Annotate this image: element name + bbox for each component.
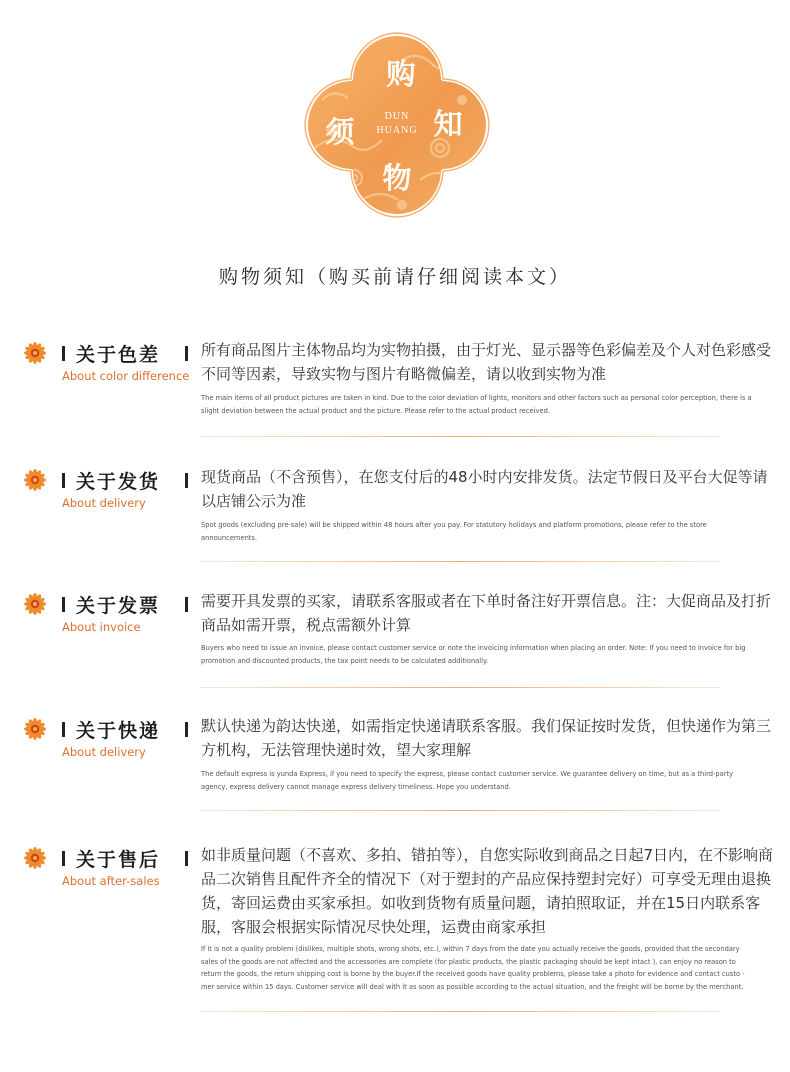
flower-icon: [24, 847, 46, 869]
logo-center-line1: DUN: [384, 111, 410, 122]
heading-bar-right: [185, 473, 188, 488]
section-subtitle: About color difference: [62, 369, 190, 383]
flower-icon: [24, 593, 46, 615]
section-body-en: If it is not a quality problem (dislikes, multiple shots, wrong shots, etc.), within 7 days from the date you actually receive the goods, provided that the secondary sales of the goods are not affected and the accessories are complete (for plastic products, the plastic packaging should be kept intact ), can enjoy no reason to return the goods, the return shipping cost is borne by the buyer.If the received goods have quality problems, please take a photo for evidence and contact custo -mer service within 15 days. Customer service will deal with it as soon as possible according to the actual situation, and the freight will be borne by the merchant.: [201, 945, 745, 991]
section-body-cn: 需要开具发票的买家，请联系客服或者在下单时备注好开票信息。注：大促商品及打折商品如需开票，税点需额外计算: [201, 592, 772, 634]
section-heading: 关于色差: [76, 344, 161, 366]
heading-bar-right: [185, 722, 188, 737]
flower-icon: [24, 469, 46, 491]
heading-bar-right: [185, 346, 188, 361]
section-heading: 关于发票: [76, 595, 161, 617]
section-heading: 关于快递: [76, 720, 161, 742]
heading-bar-left: [62, 851, 65, 866]
section-subtitle: About after-sales: [62, 874, 160, 888]
heading-bar-left: [62, 722, 65, 737]
section-body-en: The default express is yunda Express, if you need to specify the express, please contact customer service. We guarantee delivery on time, but as a third-party agency, express delivery cannot manage express delivery timeliness. Hope you understand.: [201, 770, 734, 791]
section-body-cn: 默认快递为韵达快递，如需指定快递请联系客服。我们保证按时发货，但快递作为第三方机构，无法管理快递时效，望大家理解: [201, 717, 772, 759]
section-body-cn: 所有商品图片主体物品均为实物拍摄，由于灯光、显示器等色彩偏差及个人对色彩感受不同等因素，导致实物与图片有略微偏差，请以收到实物为准: [201, 341, 772, 383]
flower-icon: [24, 718, 46, 740]
section-body-en: The main items of all product pictures are taken in kind. Due to the color deviation of lights, monitors and other factors such as personal color perception, there is a slight deviation between the actual product and the picture. Please refer to the actual product received.: [201, 394, 752, 415]
heading-bar-left: [62, 473, 65, 488]
flower-icon: [24, 342, 46, 364]
section-divider: [200, 687, 720, 688]
heading-bar-left: [62, 346, 65, 361]
section-body-cn: 如非质量问题（不喜欢、多拍、错拍等），自您实际收到商品之日起7日内，在不影响商品二次销售且配件齐全的情况下（对于塑封的产品应保持塑封完好）可享受无理由退换货，寄回运费由买家承担。如收到货物有质量问题，请拍照取证，并在15日内联系客服，客服会根据实际情况尽快处理，运费由商家承担: [201, 846, 774, 936]
heading-bar-left: [62, 597, 65, 612]
section-divider: [200, 436, 720, 437]
heading-bar-right: [185, 597, 188, 612]
logo-char-bottom: 物: [382, 161, 412, 195]
section-subtitle: About delivery: [62, 745, 146, 759]
section-body-cn: 现货商品（不含预售），在您支付后的48小时内安排发货。法定节假日及平台大促等请以店铺公示为准: [201, 468, 768, 510]
section-heading: 关于售后: [76, 849, 161, 871]
section-divider: [200, 810, 720, 811]
section-body-en: Spot goods (excluding pre-sale) will be shipped within 48 hours after you pay. For statutory holidays and platform promotions, please refer to the store announcements.: [201, 521, 707, 542]
logo-char-top: 购: [386, 57, 416, 91]
section-subtitle: About invoice: [62, 620, 141, 634]
page-title: 购物须知（购买前请仔细阅读本文）: [218, 266, 571, 288]
section-subtitle: About delivery: [62, 496, 146, 510]
section-divider: [200, 1011, 720, 1012]
dunhuang-logo: [302, 30, 492, 220]
section-heading: 关于发货: [76, 471, 161, 493]
logo-char-right: 知: [433, 107, 463, 141]
heading-bar-right: [185, 851, 188, 866]
section-divider: [200, 561, 720, 562]
logo-char-left: 须: [325, 115, 355, 149]
logo-center-line2: HUANG: [376, 125, 418, 136]
section-body-en: Buyers who need to issue an invoice, please contact customer service or note the invoicing information when placing an order. Note: If you need to invoice for big promotion and discounted products, the tax point needs to be calculated additionally.: [201, 644, 746, 665]
